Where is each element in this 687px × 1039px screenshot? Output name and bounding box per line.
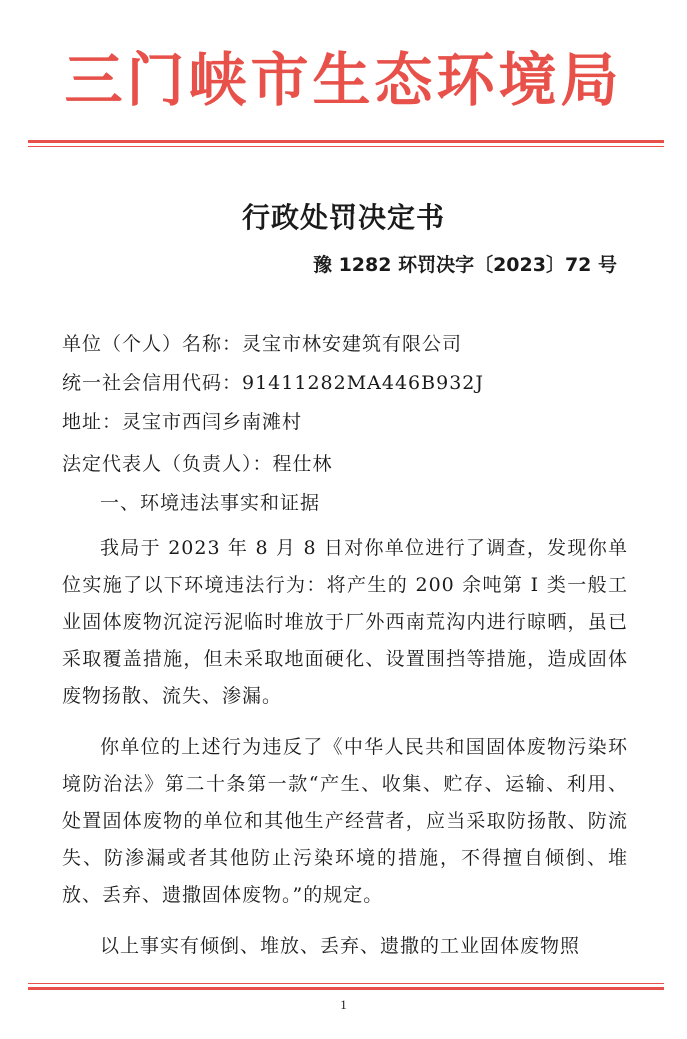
footer-divider-thin bbox=[28, 983, 664, 984]
footer-divider-thick bbox=[28, 987, 664, 990]
letterhead-divider-thick bbox=[28, 140, 664, 143]
document-title: 行政处罚决定书 bbox=[241, 201, 445, 234]
page-number: 1 bbox=[340, 997, 347, 1012]
section-heading: 一、环境违法事实和证据 bbox=[100, 492, 321, 514]
legal-violation-paragraph: 你单位的上述行为违反了《中华人民共和国固体废物污染环境防治法》第二十条第一款“产生、收集、贮存、运输、利用、处置固体废物的单位和其他生产经营者，应当采取防扬散、防流失、防渗漏或者其他防止污染环境的措施，不得擅自倾倒、堆放、丢弃、遗撒固体废物。”的规定。 bbox=[62, 736, 628, 906]
agency-letterhead: 三门峡市生态环境局 bbox=[64, 46, 623, 114]
party-name-field: 单位（个人）名称：灵宝市林安建筑有限公司 bbox=[62, 333, 463, 355]
letterhead-divider-thin bbox=[28, 146, 664, 147]
party-credit-code-field: 统一社会信用代码：91411282MA446B932J bbox=[62, 372, 484, 394]
party-address-field: 地址：灵宝市西闫乡南滩村 bbox=[62, 411, 303, 433]
evidence-paragraph: 以上事实有倾倒、堆放、丢弃、遗撒的工业固体废物照 bbox=[100, 935, 581, 957]
violation-facts-paragraph: 我局于 2023 年 8 月 8 日对你单位进行了调查，发现你单位实施了以下环境违法行为：将产生的 200 余吨第 Ⅰ 类一般工业固体废物沉淀污泥临时堆放于厂外西南荒沟内进行晾晒，虽已采取覆盖措施，但未采取地面硬化、设置围挡等措施，造成固体废物扬散、流失、渗漏。 bbox=[62, 537, 628, 707]
party-representative-field: 法定代表人（负责人）：程仕林 bbox=[62, 453, 333, 475]
document-number: 豫 1282 环罚决字〔2023〕72 号 bbox=[312, 254, 617, 276]
